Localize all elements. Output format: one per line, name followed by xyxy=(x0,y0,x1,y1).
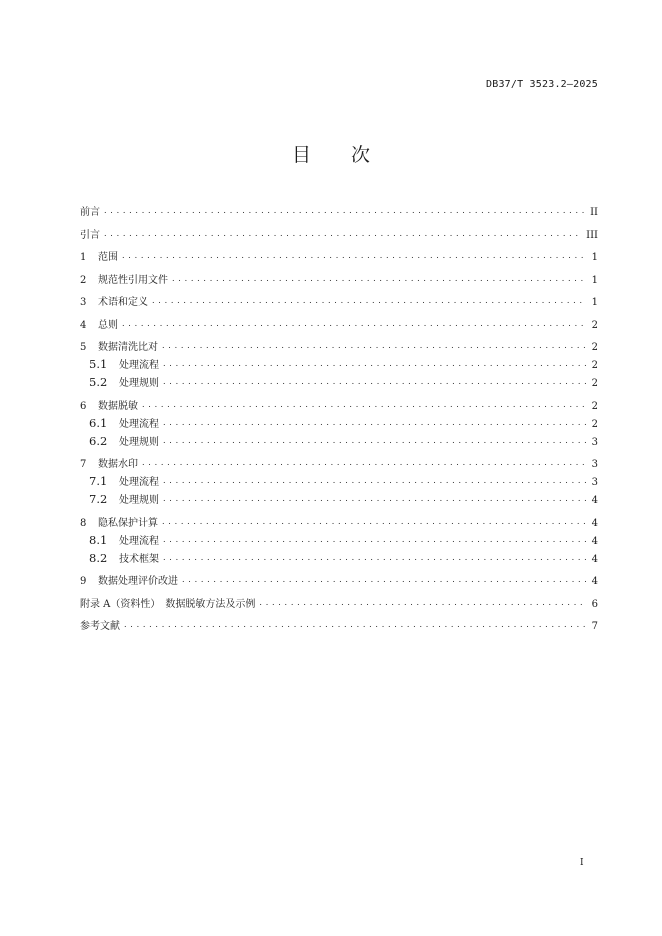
toc-entry-number: 1 xyxy=(80,252,87,263)
toc-entry-page: 1 xyxy=(591,297,598,308)
toc-entry-number: 6.1 xyxy=(89,415,108,430)
toc-entry[interactable] xyxy=(80,412,598,430)
toc-dot-leader xyxy=(163,435,586,445)
toc-entry-label: 前言 xyxy=(80,207,100,218)
toc-entry[interactable] xyxy=(80,529,598,547)
toc-entry[interactable] xyxy=(80,511,598,529)
table-of-contents xyxy=(80,200,598,632)
toc-entry-page: 4 xyxy=(591,495,598,506)
toc-entry-number: 8.1 xyxy=(89,532,108,547)
toc-entry-number: 5.2 xyxy=(89,375,108,389)
toc-dot-leader xyxy=(163,358,586,368)
toc-entry-label: 总则 xyxy=(98,319,118,331)
toc-entry-label: 处理规则 xyxy=(119,436,159,448)
toc-entry[interactable] xyxy=(80,245,598,263)
toc-dot-leader xyxy=(124,619,586,629)
toc-dot-leader xyxy=(142,399,586,409)
toc-entry-label: 数据水印 xyxy=(98,459,138,470)
toc-entry-page: 3 xyxy=(591,477,598,488)
toc-entry[interactable] xyxy=(80,371,598,389)
toc-entry-label: 范围 xyxy=(98,252,118,263)
toc-entry-number: 3 xyxy=(80,297,87,308)
toc-entry-label: 数据处理评价改进 xyxy=(98,576,178,587)
toc-entry-page: 3 xyxy=(591,459,598,470)
toc-dot-leader xyxy=(152,295,586,305)
toc-entry-page: 4 xyxy=(591,576,598,587)
toc-dot-leader xyxy=(163,552,586,562)
toc-entry-number: 5 xyxy=(80,342,87,353)
page-number: I xyxy=(580,858,584,868)
toc-dot-leader xyxy=(172,273,586,283)
toc-dot-leader xyxy=(163,493,586,503)
toc-entry[interactable] xyxy=(80,353,598,371)
toc-entry-number: 5.1 xyxy=(89,357,108,371)
toc-entry-label: 处理规则 xyxy=(119,495,159,506)
toc-dot-leader xyxy=(122,318,586,328)
toc-entry-number: 7.2 xyxy=(89,492,108,506)
toc-dot-leader xyxy=(163,534,586,544)
toc-entry-page: 4 xyxy=(591,553,598,565)
toc-entry-label: 处理流程 xyxy=(119,477,159,488)
toc-entry[interactable] xyxy=(80,592,598,610)
toc-entry-page: 2 xyxy=(591,378,598,389)
toc-entry-label: 处理流程 xyxy=(119,418,159,430)
toc-dot-leader xyxy=(182,574,586,584)
toc-entry-number: 8 xyxy=(80,517,87,529)
toc-dot-leader xyxy=(163,475,586,485)
toc-title-char-2: 次 xyxy=(351,144,371,166)
toc-entry[interactable] xyxy=(80,313,598,331)
toc-entry-page: 1 xyxy=(591,274,598,286)
toc-entry-page: 2 xyxy=(591,319,598,331)
toc-dot-leader xyxy=(142,457,586,467)
toc-entry[interactable] xyxy=(80,547,598,565)
toc-entry-label: 处理规则 xyxy=(119,378,159,389)
toc-entry-label: 技术框架 xyxy=(119,553,159,565)
toc-entry-number: 7.1 xyxy=(89,474,108,488)
toc-entry[interactable] xyxy=(80,488,598,506)
toc-entry-page: 2 xyxy=(591,342,598,353)
toc-entry-number: 6.2 xyxy=(89,433,108,448)
toc-entry-page: 4 xyxy=(591,517,598,529)
toc-entry-label: 术语和定义 xyxy=(98,297,148,308)
toc-entry[interactable] xyxy=(80,430,598,448)
toc-entry-label: 附录 A（资料性） 数据脱敏方法及示例 xyxy=(80,598,256,610)
toc-dot-leader xyxy=(259,597,586,607)
toc-entry[interactable] xyxy=(80,335,598,353)
toc-dot-leader xyxy=(104,205,586,215)
toc-entry-label: 隐私保护计算 xyxy=(98,517,158,529)
toc-entry-label: 引言 xyxy=(80,229,100,241)
toc-entry-page: 2 xyxy=(591,400,598,412)
toc-entry-label: 数据脱敏 xyxy=(98,400,138,412)
toc-entry-label: 处理流程 xyxy=(119,535,159,547)
toc-entry-label: 数据清洗比对 xyxy=(98,342,158,353)
toc-entry[interactable] xyxy=(80,268,598,286)
toc-entry-page: 2 xyxy=(591,360,598,371)
document-code: DB37/T 3523.2—2025 xyxy=(486,79,598,90)
toc-entry-number: 8.2 xyxy=(89,550,108,565)
toc-dot-leader xyxy=(104,228,582,238)
toc-entry[interactable] xyxy=(80,223,598,241)
toc-entry[interactable] xyxy=(80,452,598,470)
toc-entry-number: 6 xyxy=(80,400,87,412)
toc-entry-page: 4 xyxy=(591,535,598,547)
toc-entry-page: II xyxy=(590,207,598,218)
toc-entry-number: 4 xyxy=(80,319,87,331)
toc-dot-leader xyxy=(163,376,586,386)
toc-dot-leader xyxy=(163,417,586,427)
toc-entry[interactable] xyxy=(80,200,598,218)
toc-entry-page: 7 xyxy=(591,621,598,632)
toc-entry[interactable] xyxy=(80,569,598,587)
toc-entry-label: 规范性引用文件 xyxy=(98,274,168,286)
toc-entry[interactable] xyxy=(80,614,598,632)
toc-title xyxy=(0,140,662,167)
toc-entry[interactable] xyxy=(80,290,598,308)
toc-entry-label: 参考文献 xyxy=(80,621,120,632)
toc-entry-page: 3 xyxy=(591,436,598,448)
toc-entry-page: III xyxy=(586,229,598,241)
toc-entry-number: 9 xyxy=(80,576,87,587)
toc-entry-page: 6 xyxy=(591,598,598,610)
toc-dot-leader xyxy=(162,516,586,526)
toc-entry-label: 处理流程 xyxy=(119,360,159,371)
toc-entry-number: 2 xyxy=(80,274,87,286)
toc-dot-leader xyxy=(122,250,586,260)
toc-dot-leader xyxy=(162,340,586,350)
toc-entry-page: 2 xyxy=(591,418,598,430)
toc-entry-number: 7 xyxy=(80,459,87,470)
toc-entry[interactable] xyxy=(80,470,598,488)
toc-entry-page: 1 xyxy=(591,252,598,263)
toc-entry[interactable] xyxy=(80,394,598,412)
toc-title-char-1: 目 xyxy=(291,144,311,166)
